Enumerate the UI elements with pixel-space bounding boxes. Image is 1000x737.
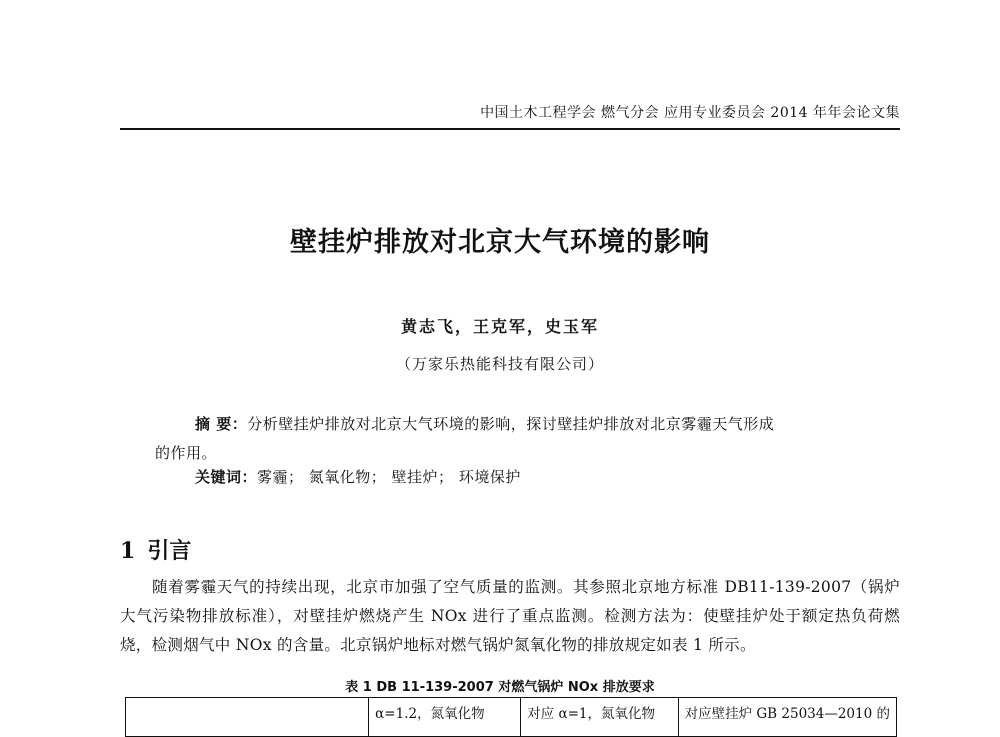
intro-body	[120, 573, 900, 660]
abstract-line-2: 的作用。	[155, 444, 218, 462]
keywords-text: 雾霾； 氮氧化物； 壁挂炉； 环境保护	[257, 468, 521, 486]
section-heading	[120, 534, 191, 565]
table-cell: α=1.2，氮氧化物	[369, 698, 521, 737]
keywords	[195, 466, 521, 487]
section-title: 引言	[147, 539, 192, 564]
keywords-label: 关键词：	[195, 468, 258, 486]
intro-paragraph: 随着雾霾天气的持续出现，北京市加强了空气质量的监测。其参照北京地方标准 DB11-139-2007（锅炉大气污染物排放标准），对壁挂炉燃烧产生 NOx 进行了重点监测。检测方法为：使壁挂炉处于额定热负荷燃烧，检测烟气中 NOx 的含量。北京锅炉地标对燃气锅炉氮氧化物的排放规定如表 1 所示。	[120, 578, 900, 654]
abstract-line-1	[155, 410, 885, 439]
table-caption: 表 1 DB 11-139-2007 对燃气锅炉 NOx 排放要求	[345, 680, 655, 695]
authors: 黄志飞，王克军，史玉军	[400, 317, 599, 336]
abstract-label: 摘 要：	[195, 415, 248, 433]
abstract-text-1: 分析壁挂炉排放对北京大气环境的影响，探讨壁挂炉排放对北京雾霾天气形成	[247, 415, 775, 433]
table-cell: 对应壁挂炉 GB 25034—2010 的	[678, 698, 896, 737]
table-cell: 对应 α=1，氮氧化物	[521, 698, 678, 737]
affiliation: （万家乐热能科技有限公司）	[395, 355, 604, 373]
paper-title: 壁挂炉排放对北京大气环境的影响	[290, 227, 710, 258]
running-header: 中国土木工程学会 燃气分会 应用专业委员会 2014 年年会论文集	[480, 105, 900, 121]
section-number: 1	[120, 538, 136, 564]
table-1	[125, 697, 897, 737]
table-header-row	[126, 698, 897, 737]
header-rule	[120, 128, 900, 130]
abstract	[155, 410, 885, 468]
table-cell	[126, 698, 369, 737]
